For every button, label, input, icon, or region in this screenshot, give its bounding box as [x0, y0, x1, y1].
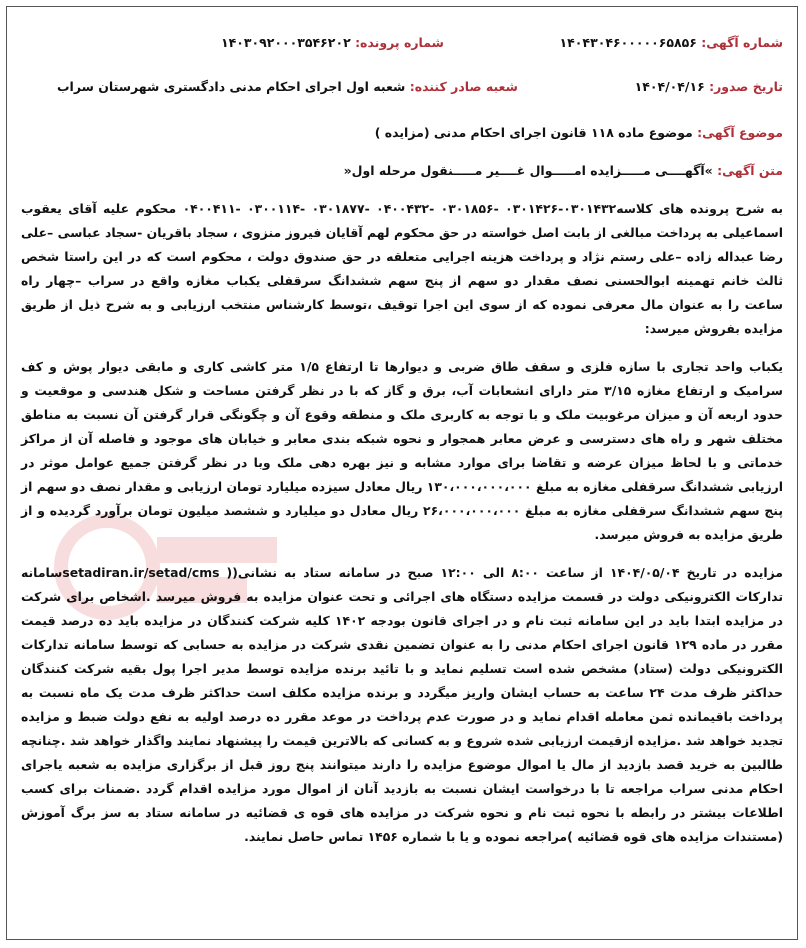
- body-paragraph-3: مزایده در تاریخ ۱۴۰۴/۰۵/۰۴ از ساعت ۸:۰۰ الی ۱۲:۰۰ صبح در سامانه ستاد به نشانی(( setadiran.ir/setad/cmsسامانه تدارکات الکترونیکی دولت در قسمت مزایده دستگاه های اجرائی و تحت عنوان مزایده به فروش میرسد .اشخاص برای شرکت در مزایده ابتدا باید در این سامانه ثبت نام و در اجرای قانون بودجه ۱۴۰۲ کلیه شرکت کنندگان در مزایده باید ده درصد قیمت مقرر در ماده ۱۲۹ قانون اجرای احکام مدنی را به عنوان تضمین نقدی شرکت در مزایده به حسابی که توسط سامانه تدارکات الکترونیکی دولت (ستاد) مشخص شده است تسلیم نماید و با تائید برنده مزایده توسط مدیر اجرا پول بقیه شرکت کنندگان حداکثر ظرف مدت ۲۴ ساعت به حساب ایشان واریز میگردد و برنده مزایده مکلف است حداکثر ظرف مدت یک ماه نسبت به پرداخت باقیمانده ثمن معامله اقدام نماید و در صورت عدم پرداخت در موعد مقرر ده درصد اولیه به نفع دولت ضبط و مزایده تجدید خواهد شد .مزایده ازقیمت ارزیابی شده شروع و به کسانی که بالاترین قیمت را پیشنهاد نمایند واگذار خواهد شد .چنانچه طالبین به خرید قصد بازدید از مال یا اموال موضوع مزایده را دارند میتوانند پنج روز قبل از برگزاری مزایده به شعبه یاجرای احکام مدنی سراب مراجعه تا با درخواست ایشان نسبت به بازدید آنان از اموال مورد مزایده اقدام گردد .ضمنات برای کسب اطلاعات بیشتر در رابطه با نحوه ثبت نام و نحوه شرکت در مزایده های قوه ی قضائیه در سامانه ستاد به سز برگ آموزش (مستندات مزایده های قوه قضائیه )مراجعه نموده و یا با شماره ۱۴۵۶ تماس حاصل نمایند.: [21, 565, 783, 844]
- issue-date: [635, 79, 783, 94]
- ad-body: [21, 197, 783, 863]
- subject-value: موضوع ماده ۱۱۸ قانون اجرای احکام مدنی (مزایده ): [374, 125, 693, 140]
- ad-number-label: شماره آگهی:: [701, 35, 783, 50]
- header-row-1: [21, 35, 783, 61]
- file-number-label: شماره پرونده:: [355, 35, 444, 50]
- issuer-value: شعبه اول اجرای احکام مدنی دادگستری شهرستان سراب: [57, 79, 406, 94]
- file-number: [221, 35, 444, 50]
- title-row: [21, 163, 783, 178]
- issuer-label: شعبه صادر کننده:: [409, 79, 518, 94]
- body-paragraph-1: به شرح پرونده های کلاسه۰۳۰۱۴۳۲-۰۳۰۱۴۲۶ -۰۳۰۱۸۵۶ -۰۴۰۰۴۳۲ -۰۳۰۱۸۷۷ -۰۳۰۰۱۱۴ -۰۴۰۰۴۱۱ محکوم علیه آقای یعقوب اسماعیلی به پرداخت مبالغی از بابت اصل خواسته در حق محکوم لهم آقایان فیروز منزوی ، سجاد باقریان -سجاد عباسی –علی رضا عبداله زاده –علی رستم نژاد و پرداخت هزینه اجرایی متعلقه در حق صندوق دولت ، محکوم است که در این راستا شخص ثالث خانم تهمینه ابوالحسنی نصف مقدار دو سهم از پنج سهم ششدانگ سرقفلی یکباب مغازه واقع در سراب –چهار راه ساعت را به عنوان مال معرفی نموده که از سوی این اجرا توقیف ،توسط کارشناس منتخب ارزیابی و به شرح ذیل از طریق مزایده بفروش میرسد:: [21, 201, 783, 336]
- subject-row: [21, 125, 783, 140]
- header-row-2: [21, 79, 783, 105]
- issue-date-value: ۱۴۰۴/۰۴/۱۶: [634, 79, 705, 94]
- file-number-value: ۱۴۰۳۰۹۲۰۰۰۳۵۴۶۲۰۲: [221, 35, 351, 50]
- ad-number-value: ۱۴۰۴۳۰۴۶۰۰۰۰۰۶۵۸۵۶: [559, 35, 697, 50]
- ad-number: [560, 35, 783, 50]
- title-value: »آگهــــی مـــــزایده امـــــوال غــــیر مـــــنقول مرحله اول«: [343, 163, 713, 178]
- ad-frame: [6, 6, 798, 940]
- issuer: [57, 79, 518, 94]
- subject-label: موضوع آگهی:: [697, 125, 783, 140]
- issue-date-label: تاریخ صدور:: [709, 79, 783, 94]
- body-paragraph-2: یکباب واحد تجاری با سازه فلزی و سقف طاق ضربی و دیوارها تا ارتفاع ۱/۵ متر کاشی کاری و مابقی دیوار پوش و کف سرامیک و ارتفاع مغازه ۳/۱۵ متر دارای انشعابات آب، برق و گاز که با در نظر گرفتن مساحت و شکل هندسی و موقعیت و حدود اربعه آن و میزان مرغوبیت ملک و با توجه به کاربری ملک و منطقه وقوع آن و چگونگی قرار گرفتن آن نسبت به مناطق مختلف شهر و راه های دسترسی و عرض معابر همجوار و نحوه شبکه بندی معابر و خیابان های موجود و فاصله آن از مراکز خدماتی و با لحاظ میزان عرضه و تقاضا برای موارد مشابه و نیز بهره دهی ملک وبا در نظر گرفتن جمیع عوامل موثر در ارزیابی ششدانگ سرقفلی مغازه به مبلغ ۱۳۰،۰۰۰،۰۰۰،۰۰۰ ریال معادل سیزده میلیارد تومان ارزیابی و مقدار نصف دو سهم از پنج سهم ششدانگ سرقفلی مغازه به مبلغ ۲۶،۰۰۰،۰۰۰،۰۰۰ ریال معادل دو میلیارد و ششصد میلیون تومان برآورد گردیده و از طریق مزایده به فروش میرسد.: [21, 359, 783, 542]
- title-label: متن آگهی:: [717, 163, 783, 178]
